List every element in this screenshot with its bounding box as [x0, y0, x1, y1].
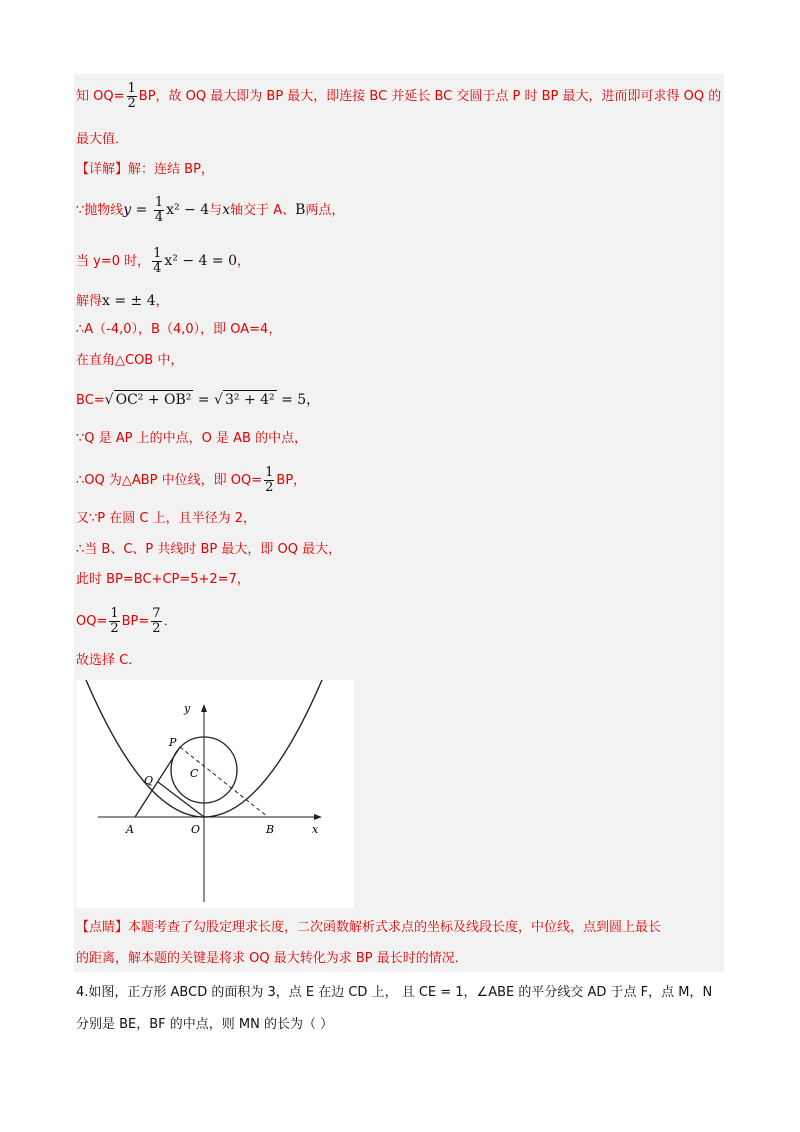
label-q: Q	[144, 774, 154, 787]
solution-line-5: 当 y=0 时， $\frac{1}{4}$ x² − 4 = 0，	[76, 246, 251, 276]
label-a: A	[126, 823, 134, 836]
solution-line-2: 最大值．	[76, 132, 129, 147]
label-p: P	[169, 736, 177, 749]
solution-line-15: OQ= $\frac{1}{2}$ BP= $\frac{7}{2}$ ．	[76, 606, 177, 636]
solution-line-8: 在直角△COB 中，	[76, 353, 184, 368]
solution-line-1: 知 OQ= $\frac{1}{2}$ BP，故 OQ 最大即为 BP 最大，即连接 BC 并延长 BC 交圆于点 P 时 BP 最大，进而即可求得 OQ 的	[76, 81, 722, 111]
parabola-diagram	[76, 680, 354, 908]
solution-line-12: 又∵P 在圆 C 上，且半径为 2，	[76, 511, 256, 526]
comment-line-2: 的距离，解本题的关键是将求 OQ 最大转化为求 BP 最长时的情况．	[76, 951, 468, 966]
question-line-2: 分别是 BE，BF 的中点，则 MN 的长为（ ）	[76, 1017, 334, 1032]
fraction: $\frac{1}{2}$	[127, 81, 136, 111]
label-y: y	[184, 702, 191, 715]
solution-line-13: ∴当 B、C、P 共线时 BP 最大，即 OQ 最大，	[76, 542, 342, 557]
label-x: x	[312, 823, 319, 836]
solution-line-4: ∵抛物线y = $\frac{1}{4}$ x² − 4与x轴交于 A、B两点，	[76, 195, 345, 225]
label-b: B	[266, 823, 275, 836]
segment-pb-dashed	[180, 747, 268, 817]
solution-line-3: 【详解】解：连结 BP，	[76, 162, 214, 177]
comment-line-1: 【点睛】本题考查了勾股定理求长度，二次函数解析式求点的坐标及线段长度，中位线，点到圆上最长	[76, 920, 662, 935]
solution-line-10: ∵Q 是 AP 上的中点，O 是 AB 的中点，	[76, 431, 308, 446]
solution-line-7: ∴A（-4,0），B（4,0），即 OA=4，	[76, 322, 282, 337]
x-axis-arrow	[314, 814, 322, 820]
question-line-1: 4.如图，正方形 ABCD 的面积为 3，点 E 在边 CD 上， 且 CE = 1，∠ABE 的平分线交 AD 于点 F，点 M，N	[76, 985, 713, 1000]
label-o: O	[191, 823, 201, 836]
solution-line-9: BC=√ OC² + OB² = √ 3² + 4² = 5，	[76, 392, 321, 408]
solution-line-11: ∴OQ 为△ABP 中位线，即 OQ= $\frac{1}{2}$ BP，	[76, 465, 307, 495]
parabola-figure	[76, 680, 354, 908]
y-axis-arrow	[201, 704, 207, 712]
label-c: C	[190, 767, 199, 780]
solution-line-14: 此时 BP=BC+CP=5+2=7，	[76, 572, 250, 587]
solution-line-16: 故选择 C．	[76, 653, 142, 668]
solution-line-6: 解得x = ± 4，	[76, 293, 169, 309]
